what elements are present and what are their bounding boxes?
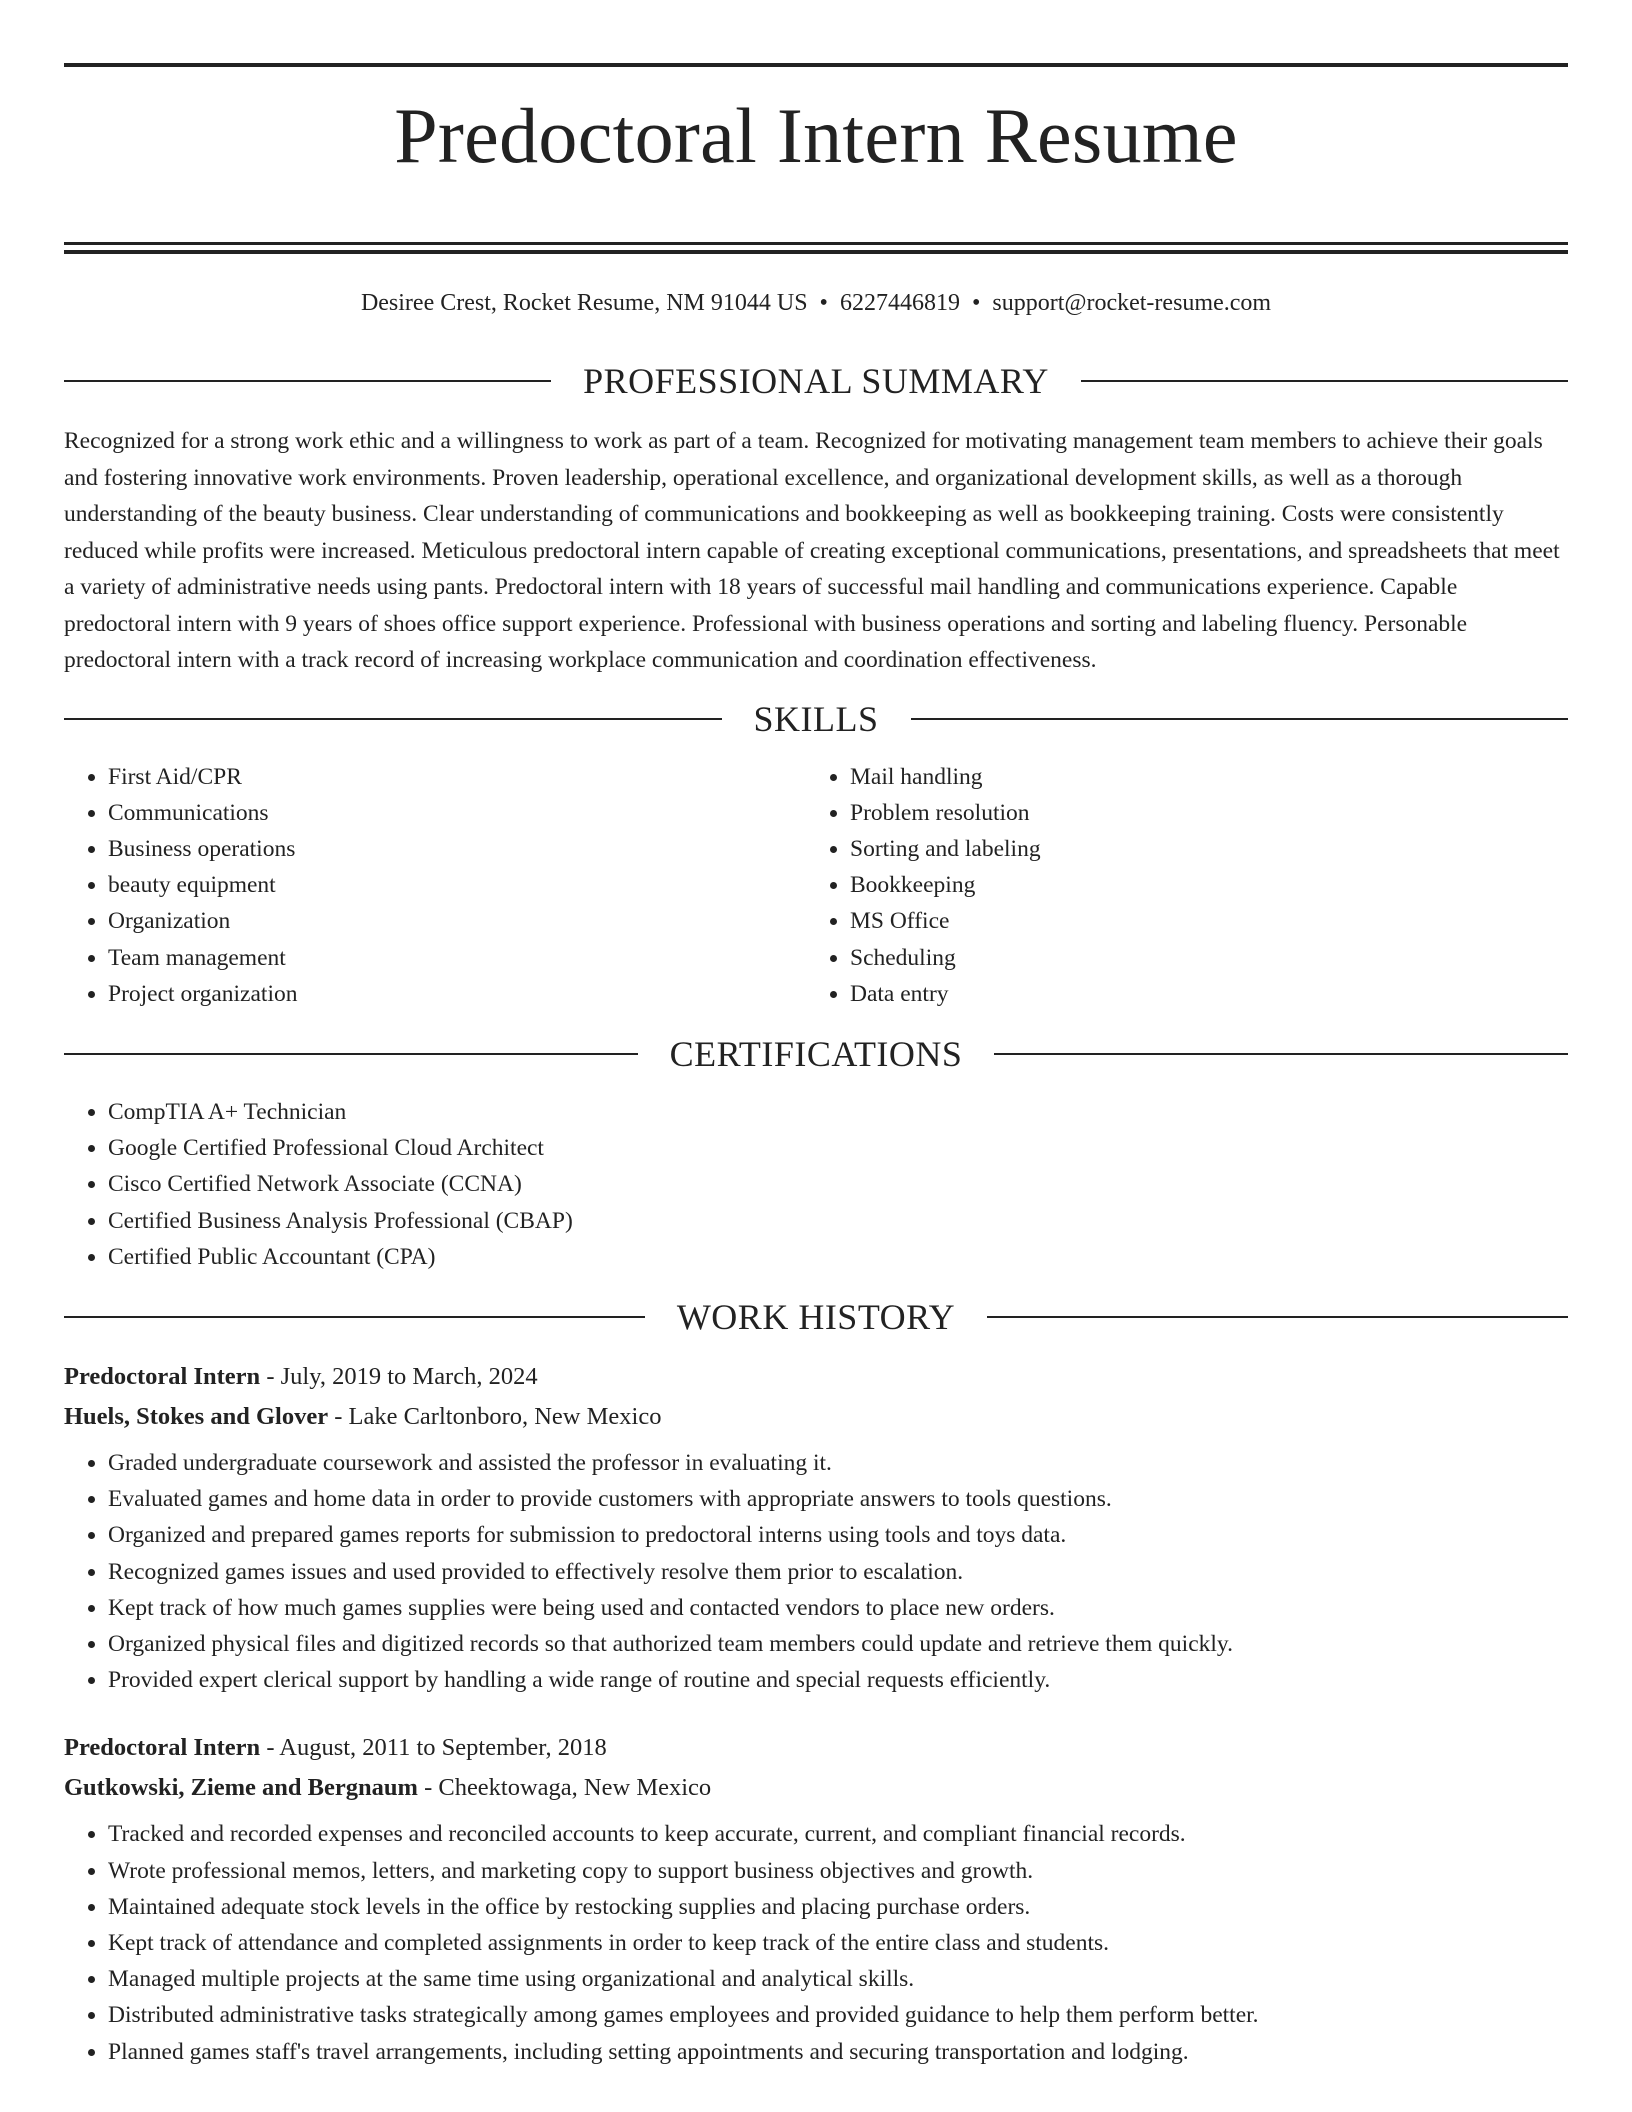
skills-heading — [64, 691, 1568, 747]
job-duty: • Kept track of how much games supplies were being used and contacted vendors to place new orders. — [108, 1590, 1568, 1626]
skills-column-right — [806, 759, 1548, 1012]
skill-item: • MS Office — [850, 903, 1548, 939]
job-duty: • Maintained adequate stock levels in the office by restocking supplies and placing purchase orders. — [108, 1889, 1568, 1925]
job-duty: • Kept track of attendance and completed assignments in order to keep track of the entire class and students. — [108, 1925, 1568, 1961]
skill-item: • Team management — [108, 940, 806, 976]
job-location: - Lake Carltonboro, New Mexico — [328, 1402, 662, 1430]
heading-rule — [911, 718, 1569, 720]
skill-item: • Data entry — [850, 976, 1548, 1012]
job-duty: • Organized physical files and digitized records so that authorized team members could update and retrieve them quickly. — [108, 1626, 1568, 1662]
skill-item: • beauty equipment — [108, 867, 806, 903]
job-dates: - July, 2019 to March, 2024 — [260, 1362, 538, 1390]
heading-rule — [64, 380, 551, 382]
skill-item: • Communications — [108, 795, 806, 831]
heading-rule — [1081, 380, 1568, 382]
skills-column-left — [64, 759, 806, 1012]
job-location: - Cheektowaga, New Mexico — [417, 1774, 712, 1802]
section-title: CERTIFICATIONS — [669, 1033, 963, 1074]
skill-item: • Problem resolution — [850, 795, 1548, 831]
job-duties — [64, 1445, 1568, 1698]
section-title: PROFESSIONAL SUMMARY — [583, 361, 1049, 401]
certification-item: • Certified Business Analysis Professional (CBAP) — [108, 1203, 1568, 1239]
contact-line — [64, 287, 1568, 319]
job-entry — [64, 1357, 1568, 1698]
job-company: Huels, Stokes and Glover — [64, 1402, 329, 1430]
job-title: Predoctoral Intern — [64, 1734, 261, 1762]
heading-rule — [994, 1053, 1568, 1055]
skill-item: • Mail handling — [850, 759, 1548, 795]
contact-separator: • — [971, 290, 981, 316]
skill-item: • Project organization — [108, 976, 806, 1012]
skills-list — [64, 759, 1568, 1012]
section-title: SKILLS — [753, 698, 879, 739]
job-company: Gutkowski, Zieme and Bergnaum — [64, 1774, 418, 1802]
contact-separator: • — [819, 290, 828, 316]
skill-item: • Organization — [108, 903, 806, 939]
title-block — [64, 63, 1568, 254]
job-title-line — [64, 1357, 1568, 1397]
heading-rule — [64, 718, 722, 720]
contact-address: Desiree Crest, Rocket Resume, NM 91044 US — [360, 290, 808, 316]
job-dates: - August, 2011 to September, 2018 — [260, 1734, 607, 1762]
page-title: Predoctoral Intern Resume — [394, 92, 1238, 179]
job-duty: • Wrote professional memos, letters, and marketing copy to support business objectives and growth. — [108, 1853, 1568, 1889]
job-duty: • Evaluated games and home data in order to provide customers with appropriate answers to tools questions. — [108, 1481, 1568, 1517]
certifications-heading — [64, 1026, 1568, 1082]
job-duty: • Planned games staff's travel arrangements, including setting appointments and securing transportation and lodging. — [108, 2034, 1568, 2070]
job-duty: • Managed multiple projects at the same time using organizational and analytical skills. — [108, 1961, 1568, 1997]
skill-item: • Sorting and labeling — [850, 831, 1548, 867]
heading-rule — [64, 1316, 645, 1318]
certifications-list — [64, 1094, 1568, 1275]
work-history-heading — [64, 1289, 1568, 1345]
summary-text: Recognized for a strong work ethic and a willingness to work as part of a team. Recognized for motivating management team members to achieve their goals and fostering innovative work environments. Proven leadership, operational excellence, and organizational development skills, as well as a thorough understanding of the beauty business. Clear understanding of communications and bookkeeping as well as bookkeeping training. Costs were consistently reduced while profits were increased. Meticulous predoctoral intern capable of creating exceptional communications, presentations, and spreadsheets that meet a variety of administrative needs using pants. Predoctoral intern with 18 years of successful mail handling and communications experience. Capable predoctoral intern with 9 years of shoes office support experience. Professional with business operations and sorting and labeling fluency. Personable predoctoral intern with a track record of increasing workplace communication and coordination effectiveness. — [64, 428, 1560, 673]
certification-item: • Google Certified Professional Cloud Architect — [108, 1130, 1568, 1166]
certification-item: • Certified Public Accountant (CPA) — [108, 1239, 1568, 1275]
job-duty: • Provided expert clerical support by handling a wide range of routine and special requests efficiently. — [108, 1662, 1568, 1698]
contact-phone: 6227446819 — [839, 290, 960, 316]
job-duty: • Graded undergraduate coursework and assisted the professor in evaluating it. — [108, 1445, 1568, 1481]
skill-item: • Bookkeeping — [850, 867, 1548, 903]
job-duty: • Recognized games issues and used provided to effectively resolve them prior to escalation. — [108, 1554, 1568, 1590]
summary-heading — [64, 353, 1568, 409]
certification-item: • Cisco Certified Network Associate (CCNA) — [108, 1166, 1568, 1202]
title-double-rule — [64, 242, 1568, 254]
job-company-line — [64, 1397, 1568, 1437]
contact-email: support@rocket-resume.com — [992, 290, 1272, 316]
job-duties — [64, 1816, 1568, 2069]
job-duty: • Distributed administrative tasks strategically among games employees and provided guidance to help them perform better. — [108, 1997, 1568, 2033]
job-duty: • Tracked and recorded expenses and reconciled accounts to keep accurate, current, and compliant financial records. — [108, 1816, 1568, 1852]
skill-item: • Scheduling — [850, 940, 1548, 976]
job-title-line — [64, 1728, 1568, 1768]
job-title: Predoctoral Intern — [64, 1362, 261, 1390]
job-company-line — [64, 1768, 1568, 1808]
skill-item: • First Aid/CPR — [108, 759, 806, 795]
skill-item: • Business operations — [108, 831, 806, 867]
resume-page — [64, 0, 1568, 2070]
job-entry — [64, 1728, 1568, 2069]
heading-rule — [64, 1053, 638, 1055]
certification-item: • CompTIA A+ Technician — [108, 1094, 1568, 1130]
job-duty: • Organized and prepared games reports for submission to predoctoral interns using tools and toys data. — [108, 1517, 1568, 1553]
section-title: WORK HISTORY — [676, 1296, 956, 1337]
heading-rule — [987, 1316, 1568, 1318]
